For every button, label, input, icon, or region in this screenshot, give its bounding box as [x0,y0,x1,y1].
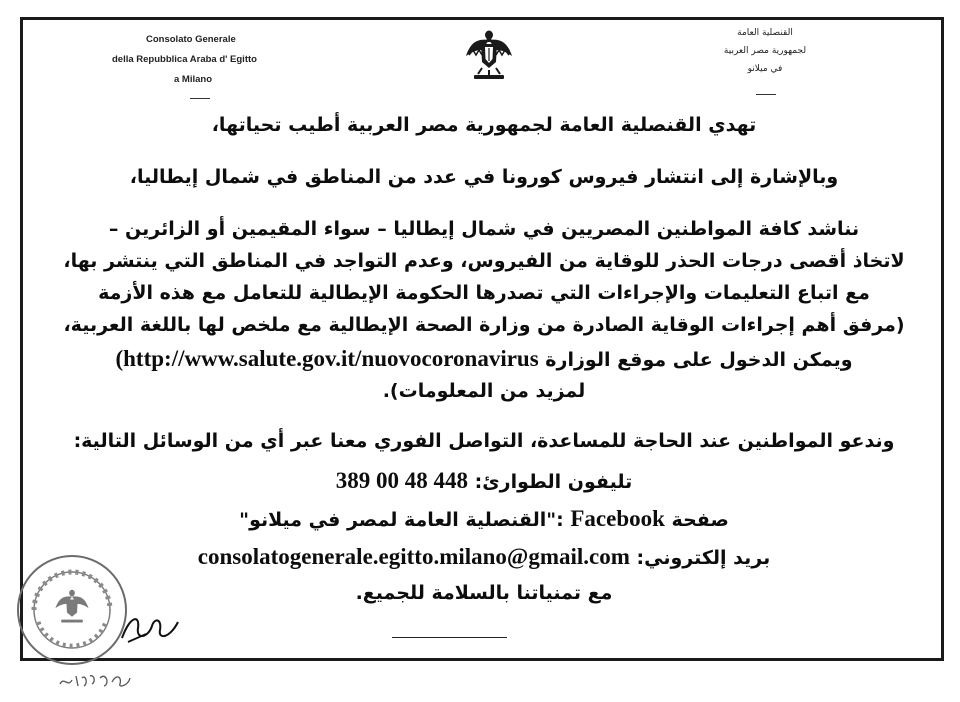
appeal-line-1: نناشد كافة المواطنين المصريين في شمال إيطاليا – سواء المقيمين أو الزائرين – [108,218,860,240]
header-arabic [690,24,840,78]
header-italian-dash [190,98,210,99]
signature-line [392,637,507,638]
header-italian [100,30,310,90]
header-arabic-line3: في ميلانو [747,64,783,74]
facebook-brand: Facebook [570,506,665,531]
header-arabic-line2: لجمهورية مصر العربية [723,46,807,56]
contact-intro-line: وندعو المواطنين عند الحاجة للمساعدة، التواصل الفوري معنا عبر أي من الوسائل التالية: [73,430,895,452]
appeal-line-6: لمزيد من المعلومات). [382,380,586,402]
emergency-phone-line [34,468,934,494]
ministry-site-text: ويمكن الدخول على موقع الوزارة [545,349,853,371]
appeal-line-2: لاتخاذ أقصى درجات الحذر للوقاية من الفيروس، وعدم التواجد في المناطق التي ينتشر بها، [63,250,905,272]
header-italian-line1: Consolato Generale [146,34,236,45]
appeal-line-5 [34,346,934,372]
header-arabic-line1: القنصلية العامة [737,28,793,38]
consulate-stamp-icon [14,552,130,668]
handwritten-note-icon [56,668,136,692]
appeal-line-3: مع اتباع التعليمات والإجراءات التي تصدرها الحكومة الإيطالية للتعامل مع هذه الأزمة [98,282,870,304]
email-line [34,544,934,570]
facebook-label: صفحة [671,509,729,531]
facebook-page-name[interactable]: :"القنصلية العامة لمصر في ميلانو" [239,509,564,531]
phone-number[interactable]: 389 00 48 448 [335,468,468,493]
appeal-line-4: (مرفق أهم إجراءات الوقاية الصادرة من وزارة الصحة الإيطالية مع ملخص لها باللغة العربية، [63,314,905,336]
reference-line: وبالإشارة إلى انتشار فيروس كورونا في عدد من المناطق في شمال إيطاليا، [129,166,839,188]
signature-icon [118,608,182,648]
header-italian-line3: a Milano [174,74,213,85]
eagle-emblem-icon [464,28,514,82]
facebook-line [34,506,934,532]
phone-label: تليفون الطوارئ: [474,471,633,493]
ministry-url[interactable]: (http://www.salute.gov.it/nuovocoronavirus [115,346,539,371]
email-address[interactable]: consolatogenerale.egitto.milano@gmail.com [197,544,630,569]
header-italian-line2: della Repubblica Araba d' Egitto [112,54,257,65]
greeting-line: تهدي القنصلية العامة لجمهورية مصر العربية أطيب تحياتها، [211,114,757,136]
closing-line: مع تمنياتنا بالسلامة للجميع. [355,582,613,604]
header-arabic-dash [756,94,776,95]
email-label: بريد إلكتروني: [636,547,771,569]
